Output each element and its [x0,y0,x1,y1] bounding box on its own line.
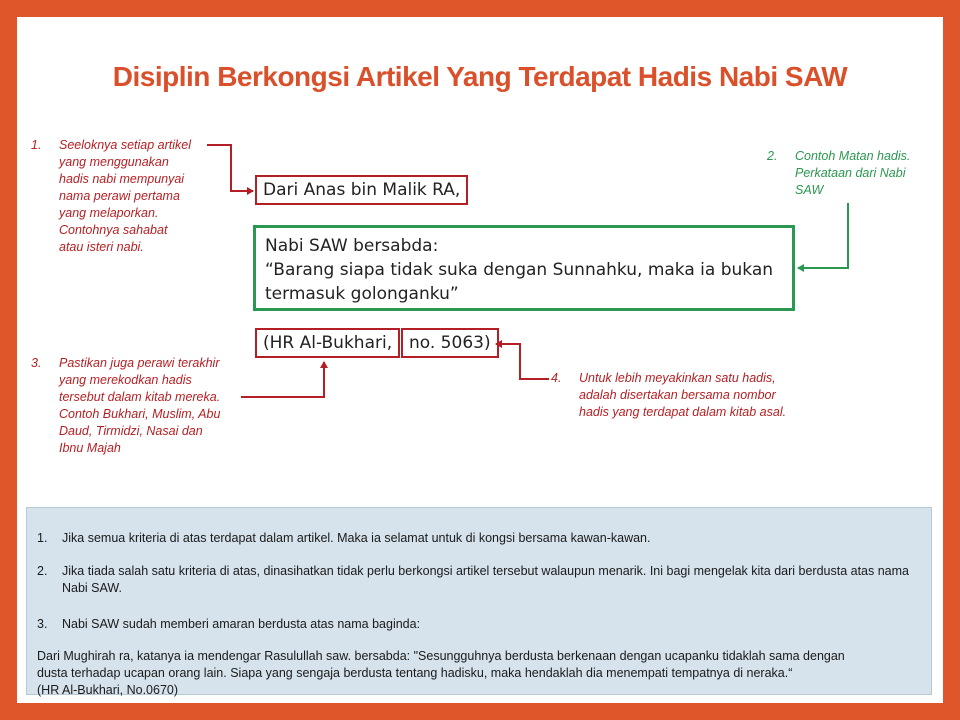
slide [17,17,943,703]
note-number: 2. [767,149,778,163]
panel-item [37,530,917,547]
note-line: Contoh Matan hadis. [795,149,911,163]
panel-item [37,616,917,633]
note-line: Perkataan dari Nabi [795,166,906,180]
panel-item-number: 3. [37,617,48,631]
arrow-note-1 [207,145,253,191]
connector-arrows [17,17,943,507]
panel-item [37,563,917,597]
arrow-note-4 [496,344,549,379]
note-line: nama perawi pertama [59,189,180,203]
hadith-line: dusta terhadap ucapan orang lain. Siapa yang sengaja berdusta tentang hadisku, maka hendaklah dia menempati tempatnya di neraka.“ [37,666,793,680]
panel-item-text: Jika tiada salah satu kriteria di atas, dinasihatkan tidak perlu berkongsi artikel tersebut walaupun menarik. Ini bagi mengelak kita dari berdusta atas nama Nabi SAW. [62,564,909,595]
panel-item-text: Jika semua kriteria di atas terdapat dalam artikel. Maka ia selamat untuk di kongsi bersama kawan-kawan. [62,531,651,545]
note-line: hadis nabi mempunyai [59,172,185,186]
matan-line: termasuk golonganku” [265,284,459,304]
note-line: Pastikan juga perawi terakhir [59,356,220,370]
note-line: yang merekodkan hadis [59,373,192,387]
note-line: Daud, Tirmidzi, Nasai dan [59,424,203,438]
note-number: 3. [31,356,42,370]
panel-item-number: 1. [37,531,48,545]
note-line: adalah disertakan bersama nombor [579,388,776,402]
slide-title: Disiplin Berkongsi Artikel Yang Terdapat Hadis Nabi SAW [112,61,848,92]
hadith-line: Dari Mughirah ra, katanya ia mendengar Rasulullah saw. bersabda: "Sesungguhnya berdusta berkenaan dengan ucapanku tidaklah sama dengan [37,649,845,663]
arrow-note-2 [798,203,848,268]
hadith-quote [37,648,917,699]
source-text: (HR Al-Bukhari, [263,333,393,353]
matan-line: Nabi SAW bersabda: [265,236,439,256]
note-number: 4. [551,371,562,385]
note-line: Ibnu Majah [59,441,121,455]
note-number: 1. [31,138,42,152]
note-line: yang menggunakan [59,155,169,169]
note-line: yang melaporkan. [59,206,159,220]
matan-line: “Barang siapa tidak suka dengan Sunnahku, maka ia bukan [265,260,774,280]
note-line: SAW [795,183,824,197]
hadith-line: (HR Al-Bukhari, No.0670) [37,683,179,697]
note-line: Untuk lebih meyakinkan satu hadis, [579,371,776,385]
note-line: atau isteri nabi. [59,240,144,254]
note-line: Contohnya sahabat [59,223,168,237]
panel-item-text: Nabi SAW sudah memberi amaran berdusta atas nama baginda: [62,617,421,631]
number-text: no. 5063) [409,333,491,353]
note-line: Seeloknya setiap artikel [59,138,192,152]
note-line: tersebut dalam kitab mereka. [59,390,221,404]
note-line: Contoh Bukhari, Muslim, Abu [59,407,221,421]
panel-item-number: 2. [37,564,48,578]
narrator-text: Dari Anas bin Malik RA, [263,180,461,200]
info-panel [26,507,932,695]
arrow-note-3 [241,362,324,397]
note-line: hadis yang terdapat dalam kitab asal. [579,405,787,419]
